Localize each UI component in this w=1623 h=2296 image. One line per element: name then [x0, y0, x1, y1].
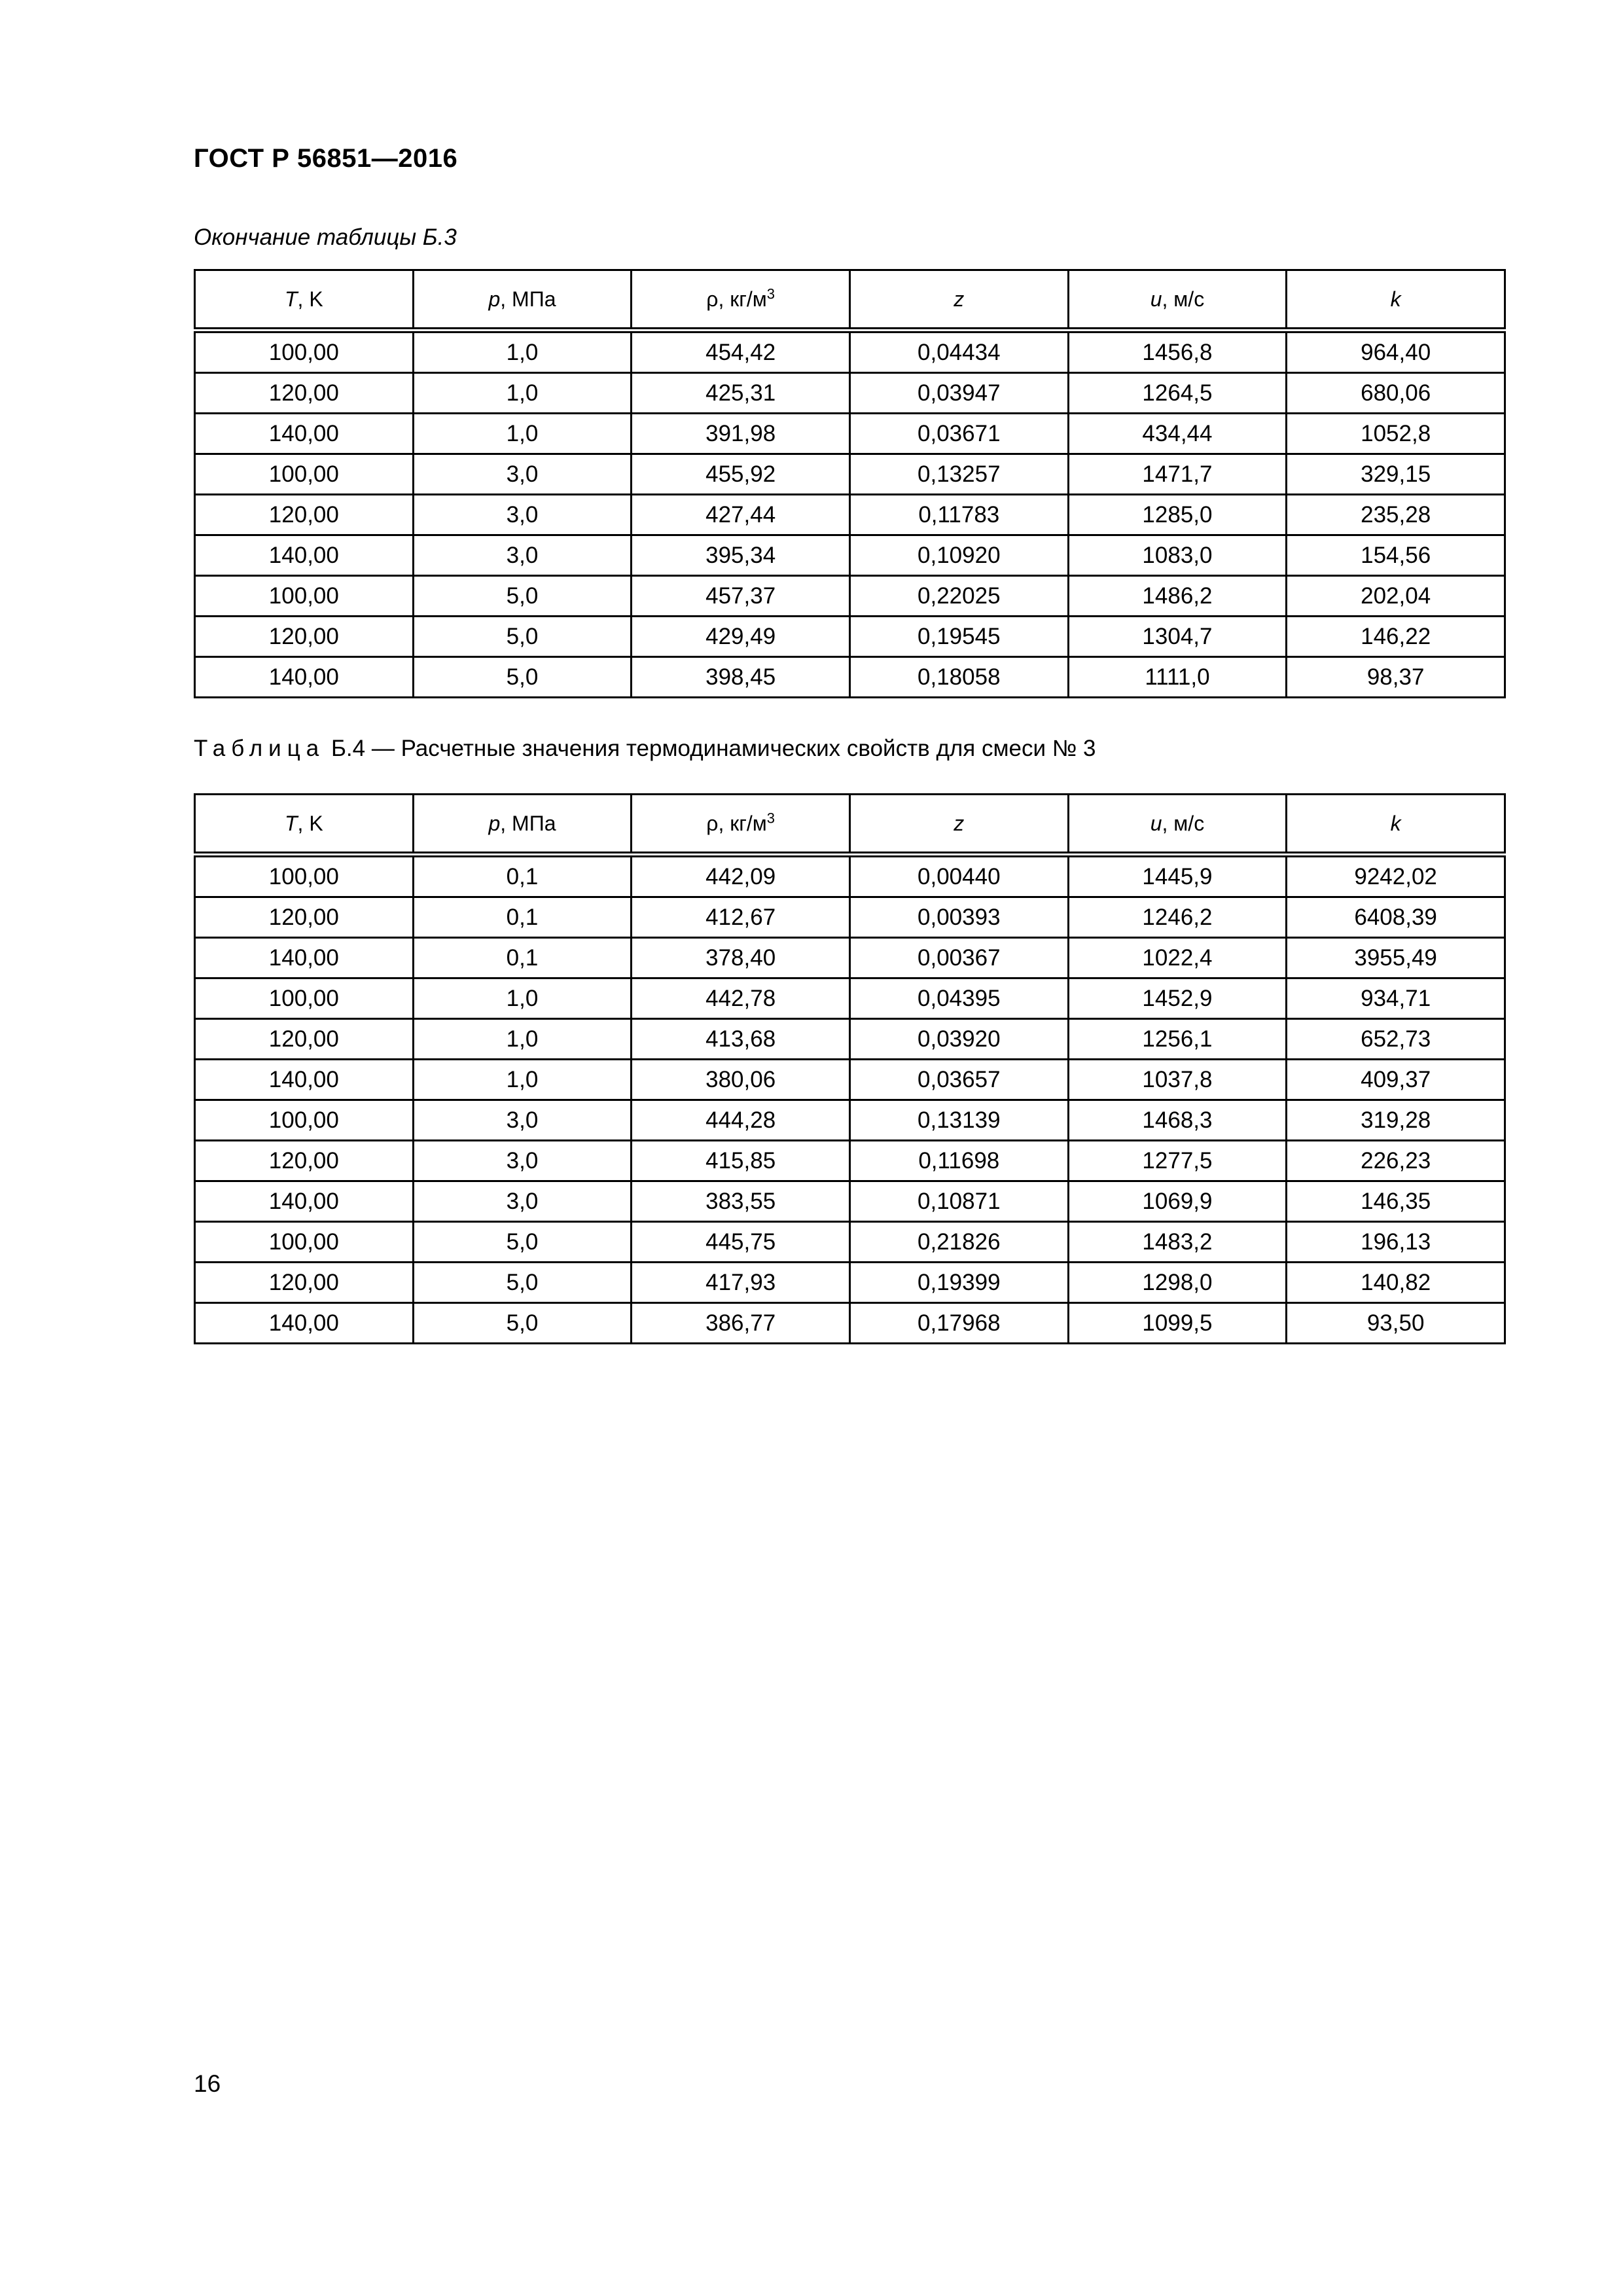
- table-row: [195, 454, 1505, 495]
- table-cell: 398,45: [632, 657, 850, 698]
- table-row: [195, 535, 1505, 576]
- table-row: [195, 657, 1505, 698]
- table-cell: 429,49: [632, 617, 850, 657]
- table-row: [195, 617, 1505, 657]
- table-cell: 1471,7: [1068, 454, 1287, 495]
- table-cell: 3,0: [413, 495, 632, 535]
- table-cell: 1099,5: [1068, 1303, 1287, 1344]
- table-cell: 100,00: [195, 1222, 414, 1263]
- table-cell: 1,0: [413, 373, 632, 414]
- table-row: [195, 414, 1505, 454]
- table-cell: 1486,2: [1068, 576, 1287, 617]
- table-cell: 378,40: [632, 938, 850, 978]
- column-variable: k: [1390, 287, 1401, 311]
- table-cell: 0,10920: [849, 535, 1068, 576]
- column-header: [195, 270, 414, 331]
- table-cell: 3,0: [413, 454, 632, 495]
- column-variable: k: [1390, 811, 1401, 835]
- column-header: [632, 795, 850, 855]
- table-cell: 329,15: [1287, 454, 1505, 495]
- column-header: [413, 270, 632, 331]
- column-header: [1287, 270, 1505, 331]
- table-cell: 0,21826: [849, 1222, 1068, 1263]
- table-row: [195, 1263, 1505, 1303]
- table-cell: 1285,0: [1068, 495, 1287, 535]
- column-header: [1068, 795, 1287, 855]
- header-row: [195, 270, 1505, 331]
- table-cell: 1,0: [413, 331, 632, 373]
- table-row: [195, 855, 1505, 897]
- table-cell: 442,78: [632, 978, 850, 1019]
- table-cell: 1,0: [413, 1019, 632, 1060]
- table-cell: 1,0: [413, 414, 632, 454]
- table-cell: 1264,5: [1068, 373, 1287, 414]
- table-cell: 442,09: [632, 855, 850, 897]
- column-variable: u: [1150, 287, 1162, 311]
- table-cell: 120,00: [195, 617, 414, 657]
- table-cell: 120,00: [195, 373, 414, 414]
- table-cell: 140,82: [1287, 1263, 1505, 1303]
- table-cell: 1468,3: [1068, 1100, 1287, 1141]
- table-cell: 226,23: [1287, 1141, 1505, 1181]
- table-cell: 0,22025: [849, 576, 1068, 617]
- table-row: [195, 897, 1505, 938]
- table-cell: 380,06: [632, 1060, 850, 1100]
- table-cell: 1037,8: [1068, 1060, 1287, 1100]
- table-cell: 0,1: [413, 855, 632, 897]
- table-row: [195, 1060, 1505, 1100]
- table-row: [195, 1141, 1505, 1181]
- table-cell: 0,18058: [849, 657, 1068, 698]
- column-variable: T: [284, 287, 298, 311]
- table-cell: 100,00: [195, 855, 414, 897]
- column-header: [1287, 795, 1505, 855]
- table-cell: 680,06: [1287, 373, 1505, 414]
- column-unit: , МПа: [500, 811, 556, 835]
- table-cell: 1069,9: [1068, 1181, 1287, 1222]
- table-cell: 140,00: [195, 657, 414, 698]
- table-cell: 1298,0: [1068, 1263, 1287, 1303]
- table-cell: 140,00: [195, 535, 414, 576]
- table-cell: 417,93: [632, 1263, 850, 1303]
- table-cell: 5,0: [413, 1303, 632, 1344]
- table-cell: 0,00393: [849, 897, 1068, 938]
- column-header: [849, 795, 1068, 855]
- table-cell: 1456,8: [1068, 331, 1287, 373]
- table-cell: 0,1: [413, 897, 632, 938]
- table-cell: 413,68: [632, 1019, 850, 1060]
- table-cell: 0,17968: [849, 1303, 1068, 1344]
- table-cell: 1246,2: [1068, 897, 1287, 938]
- table-cell: 412,67: [632, 897, 850, 938]
- table-cell: 1052,8: [1287, 414, 1505, 454]
- table-row: [195, 495, 1505, 535]
- table-cell: 140,00: [195, 938, 414, 978]
- table-cell: 146,22: [1287, 617, 1505, 657]
- table-cell: 391,98: [632, 414, 850, 454]
- column-header: [413, 795, 632, 855]
- table-cell: 235,28: [1287, 495, 1505, 535]
- column-variable: p: [488, 287, 501, 311]
- table-cell: 934,71: [1287, 978, 1505, 1019]
- column-variable: p: [488, 811, 501, 835]
- table-cell: 964,40: [1287, 331, 1505, 373]
- table-cell: 120,00: [195, 1263, 414, 1303]
- table-cell: 0,13139: [849, 1100, 1068, 1141]
- table-cell: 100,00: [195, 454, 414, 495]
- table-cell: 140,00: [195, 1303, 414, 1344]
- table-cell: 196,13: [1287, 1222, 1505, 1263]
- table-cell: 100,00: [195, 576, 414, 617]
- column-header: [195, 795, 414, 855]
- table-b4-caption: [194, 736, 1096, 762]
- table-cell: 0,19399: [849, 1263, 1068, 1303]
- table-cell: 0,11783: [849, 495, 1068, 535]
- table-row: [195, 1100, 1505, 1141]
- column-unit: , K: [297, 811, 323, 835]
- table-cell: 0,1: [413, 938, 632, 978]
- table-b3-header: [195, 270, 1505, 331]
- table-cell: 0,13257: [849, 454, 1068, 495]
- table-b4-body: [195, 855, 1505, 1344]
- table-cell: 0,19545: [849, 617, 1068, 657]
- table-cell: 0,00367: [849, 938, 1068, 978]
- table-cell: 0,03920: [849, 1019, 1068, 1060]
- table-row: [195, 1181, 1505, 1222]
- column-unit-exponent: 3: [766, 285, 776, 302]
- table-cell: 1083,0: [1068, 535, 1287, 576]
- table-cell: 0,03657: [849, 1060, 1068, 1100]
- table-cell: 202,04: [1287, 576, 1505, 617]
- table-cell: 386,77: [632, 1303, 850, 1344]
- table-row: [195, 331, 1505, 373]
- table-cell: 98,37: [1287, 657, 1505, 698]
- column-header: [1068, 270, 1287, 331]
- table-cell: 1111,0: [1068, 657, 1287, 698]
- table-cell: 3,0: [413, 1141, 632, 1181]
- column-unit: , МПа: [500, 287, 556, 311]
- table-cell: 5,0: [413, 1222, 632, 1263]
- table-cell: 3955,49: [1287, 938, 1505, 978]
- table-row: [195, 1303, 1505, 1344]
- table-cell: 0,11698: [849, 1141, 1068, 1181]
- table-cell: 395,34: [632, 535, 850, 576]
- table-cell: 146,35: [1287, 1181, 1505, 1222]
- table-cell: 0,04434: [849, 331, 1068, 373]
- table-cell: 120,00: [195, 495, 414, 535]
- table-row: [195, 978, 1505, 1019]
- table-cell: 120,00: [195, 897, 414, 938]
- table-b4-header: [195, 795, 1505, 855]
- column-variable: T: [284, 811, 298, 835]
- column-header: [632, 270, 850, 331]
- table-cell: 319,28: [1287, 1100, 1505, 1141]
- table-cell: 140,00: [195, 1181, 414, 1222]
- table-row: [195, 576, 1505, 617]
- table-cell: 652,73: [1287, 1019, 1505, 1060]
- table-cell: 427,44: [632, 495, 850, 535]
- table-b4: [194, 793, 1506, 1344]
- table-cell: 3,0: [413, 535, 632, 576]
- table-cell: 1277,5: [1068, 1141, 1287, 1181]
- table-cell: 100,00: [195, 331, 414, 373]
- column-variable: u: [1150, 811, 1162, 835]
- table-cell: 457,37: [632, 576, 850, 617]
- table-cell: 100,00: [195, 978, 414, 1019]
- page-number: 16: [194, 2070, 221, 2097]
- column-variable: z: [954, 287, 965, 311]
- table-row: [195, 373, 1505, 414]
- table-cell: 9242,02: [1287, 855, 1505, 897]
- table-cell: 383,55: [632, 1181, 850, 1222]
- table-b3-body: [195, 331, 1505, 698]
- table-cell: 140,00: [195, 1060, 414, 1100]
- table-cell: 5,0: [413, 1263, 632, 1303]
- table-cell: 3,0: [413, 1181, 632, 1222]
- table-cell: 3,0: [413, 1100, 632, 1141]
- table-cell: 0,04395: [849, 978, 1068, 1019]
- table-cell: 5,0: [413, 617, 632, 657]
- table-cell: 0,10871: [849, 1181, 1068, 1222]
- table-b3: [194, 269, 1506, 698]
- table-cell: 425,31: [632, 373, 850, 414]
- table-cell: 120,00: [195, 1019, 414, 1060]
- table-cell: 1452,9: [1068, 978, 1287, 1019]
- table-cell: 434,44: [1068, 414, 1287, 454]
- table-cell: 0,00440: [849, 855, 1068, 897]
- table-cell: 100,00: [195, 1100, 414, 1141]
- column-unit: ρ, кг/м: [706, 811, 767, 835]
- column-variable: z: [954, 811, 965, 835]
- table-cell: 5,0: [413, 576, 632, 617]
- table-cell: 1483,2: [1068, 1222, 1287, 1263]
- table-cell: 1,0: [413, 978, 632, 1019]
- table-cell: 455,92: [632, 454, 850, 495]
- table-cell: 1445,9: [1068, 855, 1287, 897]
- table-b4-caption-text: Б.4 — Расчетные значения термодинамических свойств для смеси № 3: [325, 736, 1096, 761]
- table-row: [195, 938, 1505, 978]
- header-row: [195, 795, 1505, 855]
- table-cell: 120,00: [195, 1141, 414, 1181]
- document-id-header: ГОСТ Р 56851—2016: [194, 144, 458, 173]
- table-cell: 140,00: [195, 414, 414, 454]
- table-cell: 415,85: [632, 1141, 850, 1181]
- table-cell: 154,56: [1287, 535, 1505, 576]
- table-cell: 444,28: [632, 1100, 850, 1141]
- table-cell: 0,03947: [849, 373, 1068, 414]
- table-cell: 0,03671: [849, 414, 1068, 454]
- column-unit: ρ, кг/м: [706, 287, 767, 311]
- column-unit: , м/с: [1162, 811, 1205, 835]
- table-cell: 409,37: [1287, 1060, 1505, 1100]
- table-b4-caption-label: Таблица: [194, 736, 325, 761]
- table-row: [195, 1019, 1505, 1060]
- table-cell: 93,50: [1287, 1303, 1505, 1344]
- column-unit-exponent: 3: [766, 809, 776, 826]
- column-header: [849, 270, 1068, 331]
- table-cell: 445,75: [632, 1222, 850, 1263]
- column-unit: , м/с: [1162, 287, 1205, 311]
- table-cell: 5,0: [413, 657, 632, 698]
- column-unit: , K: [297, 287, 323, 311]
- table-row: [195, 1222, 1505, 1263]
- table-cell: 6408,39: [1287, 897, 1505, 938]
- table-cell: 1,0: [413, 1060, 632, 1100]
- table-cell: 1256,1: [1068, 1019, 1287, 1060]
- table-cell: 454,42: [632, 331, 850, 373]
- table-cell: 1022,4: [1068, 938, 1287, 978]
- table-b3-caption: Окончание таблицы Б.3: [194, 224, 457, 250]
- table-cell: 1304,7: [1068, 617, 1287, 657]
